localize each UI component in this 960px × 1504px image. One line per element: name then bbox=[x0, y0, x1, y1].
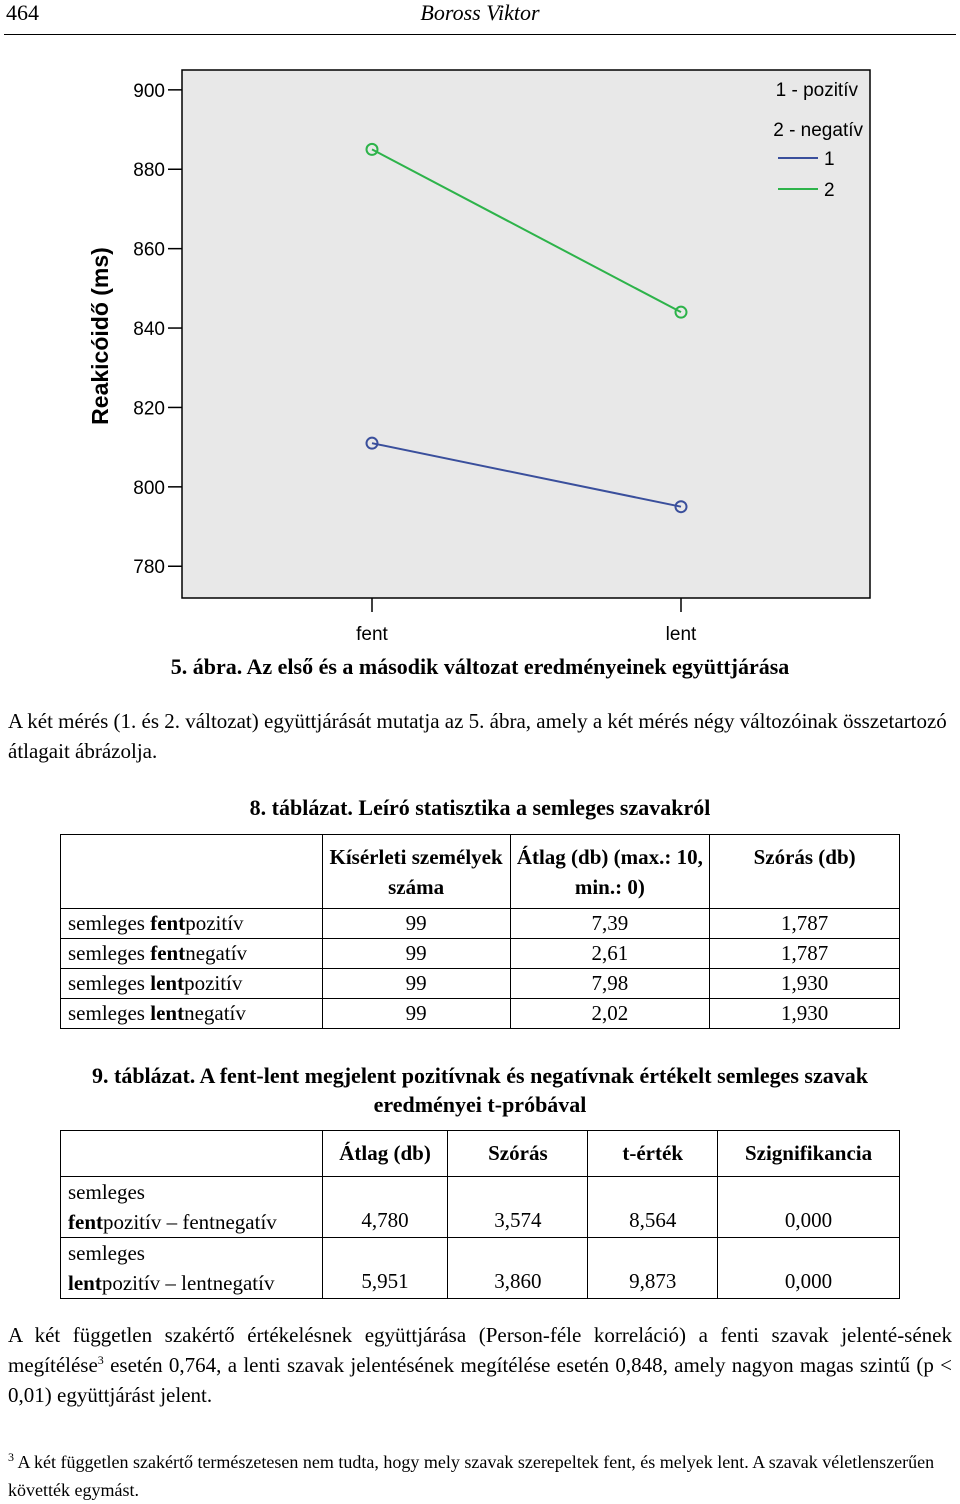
table9-caption-line2: eredményei t-próbával bbox=[373, 1092, 587, 1117]
cell-sig: 0,000 bbox=[718, 1177, 900, 1238]
table8-header-cell: Átlag (db) (max.: 10, min.: 0) bbox=[510, 835, 710, 909]
cell-sd: 3,574 bbox=[448, 1177, 588, 1238]
cell-n: 99 bbox=[322, 969, 510, 999]
cell-n: 99 bbox=[322, 909, 510, 939]
table8-header-cell: Szórás (db) bbox=[710, 835, 900, 909]
row-label-pre: semleges bbox=[68, 971, 151, 995]
cell-sd: 1,930 bbox=[710, 999, 900, 1029]
paragraph-2-text: A két független szakértő értékelésnek együttjárása (Person-féle korreláció) a fenti szavak jelenté-sének megítélése bbox=[8, 1323, 952, 1377]
row-label bbox=[61, 939, 323, 969]
row-label-bold: lent bbox=[150, 1001, 185, 1025]
cell-sd: 3,860 bbox=[448, 1238, 588, 1299]
paragraph-2-text-cont: esetén 0,764, a lenti szavak jelentésének megítélése esetén 0,848, amely nagyon magas szintű (p < 0,01) együttjárást jelent. bbox=[8, 1353, 952, 1407]
row-label-bold: fent bbox=[68, 1210, 103, 1234]
table9-header-cell: t-érték bbox=[588, 1131, 718, 1177]
table9-header-row bbox=[61, 1131, 900, 1177]
x-tick-label: lent bbox=[665, 624, 697, 645]
row-label bbox=[61, 999, 323, 1029]
table-row bbox=[61, 1238, 900, 1299]
y-tick-label: 780 bbox=[133, 557, 165, 579]
reaction-time-chart bbox=[0, 50, 960, 650]
y-tick-label: 900 bbox=[133, 80, 165, 102]
table8 bbox=[60, 834, 900, 1029]
row-label-post: pozitív – lentnegatív bbox=[101, 1271, 275, 1295]
cell-mean: 4,780 bbox=[322, 1177, 448, 1238]
cell-n: 99 bbox=[322, 939, 510, 969]
row-label bbox=[61, 1238, 323, 1299]
table9 bbox=[60, 1130, 900, 1299]
y-tick-label: 820 bbox=[133, 398, 165, 420]
row-label-post: pozitív – fentnegatív bbox=[103, 1210, 277, 1234]
cell-sd: 1,930 bbox=[710, 969, 900, 999]
cell-sig: 0,000 bbox=[718, 1238, 900, 1299]
row-label-bold: lent bbox=[150, 971, 185, 995]
row-label-post: pozitív bbox=[184, 971, 243, 995]
legend-label: 1 bbox=[824, 149, 835, 170]
y-axis-label: Reakicóidő (ms) bbox=[87, 247, 113, 425]
paragraph-2 bbox=[8, 1320, 952, 1410]
running-author: Boross Viktor bbox=[420, 0, 540, 25]
cell-t: 9,873 bbox=[588, 1238, 718, 1299]
table-row bbox=[61, 909, 900, 939]
y-tick-label: 800 bbox=[133, 477, 165, 499]
cell-mean: 7,98 bbox=[510, 969, 710, 999]
y-tick-label: 880 bbox=[133, 160, 165, 182]
cell-mean: 2,61 bbox=[510, 939, 710, 969]
row-label-pre: semleges bbox=[68, 941, 151, 965]
cell-t: 8,564 bbox=[588, 1177, 718, 1238]
cell-mean: 2,02 bbox=[510, 999, 710, 1029]
row-label bbox=[61, 969, 323, 999]
row-label-pre: semleges bbox=[68, 1001, 151, 1025]
cell-sd: 1,787 bbox=[710, 909, 900, 939]
page-number: 464 bbox=[6, 0, 39, 25]
table8-header-cell: Kísérleti személyek száma bbox=[322, 835, 510, 909]
row-label-line1: semleges bbox=[68, 1241, 145, 1265]
row-label-bold: fent bbox=[150, 941, 186, 965]
table-row bbox=[61, 1177, 900, 1238]
row-label bbox=[61, 909, 323, 939]
footnote bbox=[8, 1448, 956, 1504]
table8-header-row bbox=[61, 835, 900, 909]
x-tick-label: fent bbox=[356, 624, 388, 645]
footnote-text: A két független szakértő természetesen nem tudta, hogy mely szavak szerepeltek fent, és melyek lent. A szavak véletlenszerűen követték egymást. bbox=[8, 1452, 935, 1500]
paragraph-1: A két mérés (1. és 2. változat) együttjárását mutatja az 5. ábra, amely a két mérés négy változóinak összetartozó átlagait ábrázolja. bbox=[8, 709, 947, 763]
plot-area bbox=[182, 70, 870, 598]
table9-header-cell: Átlag (db) bbox=[322, 1131, 448, 1177]
footnote-number: 3 bbox=[8, 1450, 14, 1464]
table-row bbox=[61, 999, 900, 1029]
row-label-post: negatív bbox=[184, 1001, 246, 1025]
table9-header-cell: Szignifikancia bbox=[718, 1131, 900, 1177]
row-label-post: pozitív bbox=[185, 911, 244, 935]
row-label-bold: lent bbox=[68, 1271, 102, 1295]
table8-header-cell bbox=[61, 835, 323, 909]
y-tick-label: 840 bbox=[133, 319, 165, 341]
cell-mean: 5,951 bbox=[322, 1238, 448, 1299]
table-row bbox=[61, 969, 900, 999]
legend-label: 2 bbox=[824, 180, 835, 201]
table9-header-cell bbox=[61, 1131, 323, 1177]
table-row bbox=[61, 939, 900, 969]
row-label bbox=[61, 1177, 323, 1238]
row-label-line1: semleges bbox=[68, 1180, 145, 1204]
row-label-bold: fent bbox=[150, 911, 186, 935]
row-label-pre: semleges bbox=[68, 911, 151, 935]
table9-header-cell: Szórás bbox=[448, 1131, 588, 1177]
table9-caption-line1: 9. táblázat. A fent-lent megjelent pozitívnak és negatívnak értékelt semleges szavak bbox=[92, 1063, 868, 1088]
cell-mean: 7,39 bbox=[510, 909, 710, 939]
y-tick-label: 860 bbox=[133, 239, 165, 261]
legend-title: 1 - pozitív bbox=[775, 80, 858, 101]
header-rule bbox=[4, 34, 956, 35]
legend-title: 2 - negatív bbox=[773, 120, 863, 141]
footnote-ref[interactable]: 3 bbox=[97, 1353, 104, 1367]
page-header bbox=[0, 0, 960, 36]
cell-n: 99 bbox=[322, 999, 510, 1029]
cell-sd: 1,787 bbox=[710, 939, 900, 969]
row-label-post: negatív bbox=[185, 941, 248, 965]
table8-caption: 8. táblázat. Leíró statisztika a semleges szavakról bbox=[249, 795, 711, 820]
figure-caption: 5. ábra. Az első és a második változat eredményeinek együttjárása bbox=[170, 654, 790, 679]
